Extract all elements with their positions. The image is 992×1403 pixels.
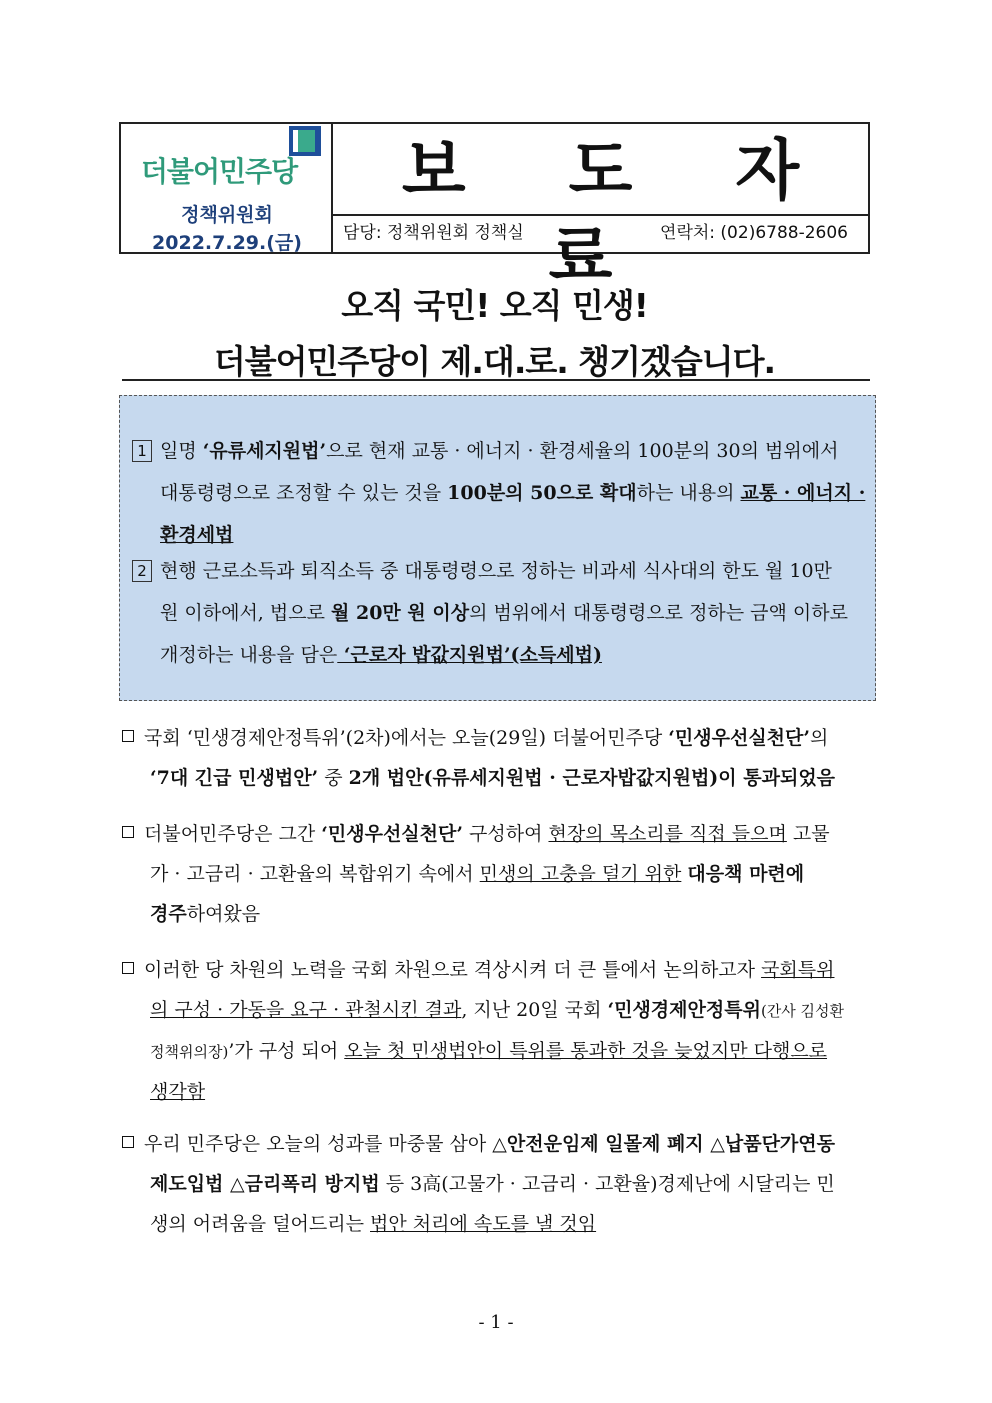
checkbox-bullet-icon bbox=[122, 1136, 134, 1148]
headline-line-2: 더불어민주당이 제.대.로. 챙기겠습니다. bbox=[213, 342, 776, 381]
summary-item-1: 1 일명 ‘유류세지원법’으로 현재 교통 · 에너지 · 환경세율의 100분의 30의 범위에서 대통령령으로 조정할 수 있는 것을 100분의 50으로 확대하는 내용의 교통 · 에너지 · 환경세법 bbox=[132, 430, 872, 556]
page-number: - 1 - bbox=[478, 1312, 514, 1333]
press-header bbox=[119, 122, 870, 295]
logo-cell bbox=[121, 124, 333, 252]
department: 정책위원회 bbox=[181, 204, 273, 226]
title-cell bbox=[333, 124, 868, 295]
item-number-badge: 1 bbox=[132, 440, 152, 462]
checkbox-bullet-icon bbox=[122, 826, 134, 838]
item-number-badge: 2 bbox=[132, 560, 152, 582]
bullet-paragraph-4: 우리 민주당은 오늘의 성과를 마중물 삼아 △안전운임제 일몰제 폐지 △납품단가연동 제도입법 △금리폭리 방지법 등 3高(고물가 · 고금리 · 고환율)경제난에 시달리는 민 생의 어려움을 덜어드리는 법안 처리에 속도를 낼 것임 bbox=[122, 1124, 882, 1244]
bullet-paragraph-3: 이러한 당 차원의 노력을 국회 차원으로 격상시켜 더 큰 틀에서 논의하고자 국회특위 의 구성 · 가동을 요구 · 관철시킨 결과, 지난 20일 국회 ‘민생경제안정특위(간사 김성환 정책위의장)’가 구성 되어 오늘 첫 민생법안이 특위를 통과한 것을 늦었지만 다행으로 생각함 bbox=[122, 950, 882, 1112]
checkbox-bullet-icon bbox=[122, 730, 134, 742]
party-name: 더불어민주당 bbox=[140, 155, 298, 188]
summary-box bbox=[119, 395, 876, 701]
release-date: 2022.7.29.(금) bbox=[152, 232, 302, 254]
headline-divider bbox=[122, 379, 870, 381]
contact-person: 담당: 정책위원회 정책실 bbox=[343, 223, 524, 243]
press-release-title: 보 도 자 료 bbox=[333, 128, 868, 216]
headline-line-1: 오직 국민! 오직 민생! bbox=[341, 286, 648, 325]
contact-phone: 연락처: (02)6788-2606 bbox=[660, 223, 848, 243]
checkbox-bullet-icon bbox=[122, 962, 134, 974]
bullet-paragraph-2: 더불어민주당은 그간 ‘민생우선실천단’ 구성하여 현장의 목소리를 직접 들으며 고물 가 · 고금리 · 고환율의 복합위기 속에서 민생의 고충을 덜기 위한 대응책 마련에 경주하여왔음 bbox=[122, 814, 882, 934]
summary-item-2: 2 현행 근로소득과 퇴직소득 중 대통령령으로 정하는 비과세 식사대의 한도 월 10만 원 이하에서, 법으로 월 20만 원 이상의 범위에서 대통령령으로 정하는 금액 이하로 개정하는 내용을 담은 ‘근로자 밥값지원법’(소득세법) bbox=[132, 550, 872, 676]
bullet-paragraph-1: 국회 ‘민생경제안정특위’(2차)에서는 오늘(29일) 더불어민주당 ‘민생우선실천단’의 ‘7대 긴급 민생법안’ 중 2개 법안(유류세지원법 · 근로자밥값지원법)이 통과되었음 bbox=[122, 718, 882, 798]
